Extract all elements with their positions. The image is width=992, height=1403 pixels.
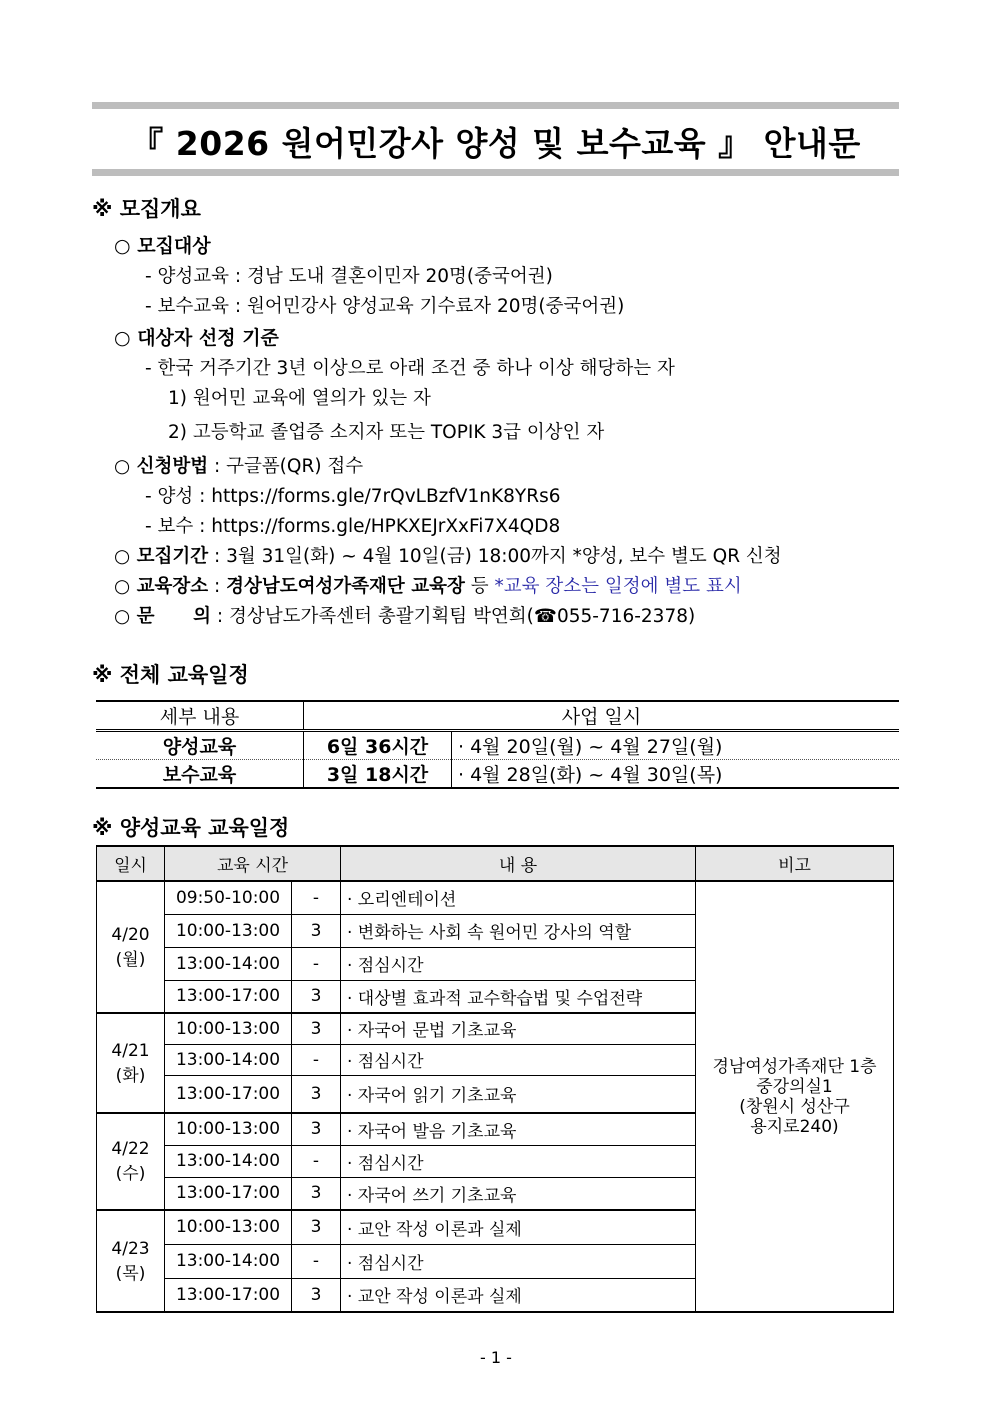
contact-value: : 경상남도가족센터 총괄기획팀 박연희(☎055-716-2378) xyxy=(210,606,696,627)
day-cell xyxy=(97,881,165,1013)
time-cell: 13:00-17:00 xyxy=(165,1075,292,1113)
program-duration: 6일 36시간 xyxy=(304,731,452,760)
section-recruitment-heading: ※ 모집개요 xyxy=(92,197,201,221)
target-line-2: - 보수교육 : 원어민강사 양성교육 기수료자 20명(중국어권) xyxy=(145,296,625,317)
title-top-rule xyxy=(92,102,899,109)
hours-cell: 3 xyxy=(292,1278,341,1312)
training-schedule-table xyxy=(96,845,894,1313)
apply-value: : 구글폼(QR) 접수 xyxy=(208,456,364,477)
time-cell: 13:00-17:00 xyxy=(165,980,292,1013)
period-label: ○ 모집기간 xyxy=(114,546,209,567)
program-name: 양성교육 xyxy=(96,731,304,760)
criteria-heading: ○ 대상자 선정 기준 xyxy=(114,327,279,349)
time-cell: 10:00-13:00 xyxy=(165,1013,292,1044)
table-row xyxy=(97,881,894,914)
content-cell: · 자국어 문법 기초교육 xyxy=(341,1013,696,1044)
day-cell xyxy=(97,1113,165,1210)
place-mid: 등 xyxy=(464,576,495,597)
target-heading: ○ 모집대상 xyxy=(114,235,211,257)
time-cell: 13:00-14:00 xyxy=(165,1145,292,1177)
content-cell: · 자국어 쓰기 기초교육 xyxy=(341,1177,696,1210)
day-dow: (수) xyxy=(115,1164,146,1184)
apply-label: ○ 신청방법 xyxy=(114,456,209,477)
criteria-line-2: 1) 원어민 교육에 열의가 있는 자 xyxy=(168,388,431,409)
hours-cell: 3 xyxy=(292,980,341,1013)
title-bottom-rule xyxy=(92,169,899,176)
place-value: 경상남도여성가족재단 교육장 xyxy=(226,576,465,597)
program-dates: · 4월 28일(화) ~ 4월 30일(목) xyxy=(458,764,723,786)
education-place xyxy=(114,572,742,598)
note-line: (창원시 성산구 xyxy=(739,1096,850,1117)
day-cell xyxy=(97,1210,165,1312)
page-number: - 1 - xyxy=(480,1348,512,1367)
content-cell: · 변화하는 사회 속 원어민 강사의 역할 xyxy=(341,914,696,947)
recruit-period xyxy=(114,542,782,568)
day-cell xyxy=(97,1013,165,1113)
title-banner xyxy=(92,102,899,176)
hours-cell: - xyxy=(292,947,341,980)
time-cell: 10:00-13:00 xyxy=(165,1210,292,1244)
table-row xyxy=(96,760,899,789)
content-cell: · 점심시간 xyxy=(341,1145,696,1177)
content-cell: · 점심시간 xyxy=(341,1044,696,1075)
day-dow: (목) xyxy=(115,1263,146,1284)
criteria-line-1: - 한국 거주기간 3년 이상으로 아래 조건 중 하나 이상 해당하는 자 xyxy=(145,358,675,379)
hours-cell: - xyxy=(292,1044,341,1075)
content-cell: · 오리엔테이션 xyxy=(341,881,696,914)
hours-cell: 3 xyxy=(292,1177,341,1210)
program-dates: · 4월 20일(월) ~ 4월 27일(월) xyxy=(458,736,723,758)
day-dow: (월) xyxy=(115,949,146,970)
overall-schedule-table xyxy=(96,700,899,789)
col-date: 사업 일시 xyxy=(304,701,900,731)
note-line: 중강의실1 xyxy=(756,1076,833,1097)
section-training-schedule-heading: ※ 양성교육 교육일정 xyxy=(92,816,290,840)
contact-label: ○ 문 의 xyxy=(114,606,211,627)
target-line-1: - 양성교육 : 경남 도내 결혼이민자 20명(중국어권) xyxy=(145,266,553,287)
note-cell xyxy=(696,881,894,1312)
col-time: 교육 시간 xyxy=(165,846,341,881)
col-note: 비고 xyxy=(696,846,894,881)
time-cell: 13:00-14:00 xyxy=(165,1244,292,1278)
content-cell: · 대상별 효과적 교수학습법 및 수업전략 xyxy=(341,980,696,1013)
content-cell: · 점심시간 xyxy=(341,1244,696,1278)
contact xyxy=(114,602,695,628)
content-cell: · 교안 작성 이론과 실제 xyxy=(341,1278,696,1312)
table-row xyxy=(96,731,899,760)
col-content: 내 용 xyxy=(341,846,696,881)
period-value: : 3월 31일(화) ~ 4월 10일(금) 18:00까지 *양성, 보수 별도 QR 신청 xyxy=(208,546,782,567)
program-duration: 3일 18시간 xyxy=(304,760,452,789)
hours-cell: 3 xyxy=(292,1075,341,1113)
criteria-line-3: 2) 고등학교 졸업증 소지자 또는 TOPIK 3급 이상인 자 xyxy=(168,422,605,443)
apply-method xyxy=(114,452,363,478)
time-cell: 10:00-13:00 xyxy=(165,1113,292,1145)
content-cell: · 자국어 발음 기초교육 xyxy=(341,1113,696,1145)
section-overall-schedule-heading: ※ 전체 교육일정 xyxy=(92,663,249,687)
col-day: 일시 xyxy=(97,846,165,881)
hours-cell: 3 xyxy=(292,1013,341,1044)
hours-cell: 3 xyxy=(292,1210,341,1244)
time-cell: 13:00-14:00 xyxy=(165,1044,292,1075)
day-dow: (화) xyxy=(115,1065,146,1086)
day-date: 4/21 xyxy=(111,1040,150,1061)
hours-cell: - xyxy=(292,881,341,914)
day-date: 4/20 xyxy=(111,924,150,945)
note-line: 용지로240) xyxy=(750,1116,839,1137)
place-sep: : xyxy=(208,576,227,597)
place-label: ○ 교육장소 xyxy=(114,576,209,597)
hours-cell: - xyxy=(292,1244,341,1278)
time-cell: 13:00-17:00 xyxy=(165,1278,292,1312)
content-cell: · 점심시간 xyxy=(341,947,696,980)
hours-cell: 3 xyxy=(292,1113,341,1145)
apply-link-training[interactable]: - 양성 : https://forms.gle/7rQvLBzfV1nK8YRs6 xyxy=(145,486,561,507)
time-cell: 13:00-14:00 xyxy=(165,947,292,980)
time-cell: 13:00-17:00 xyxy=(165,1177,292,1210)
day-date: 4/23 xyxy=(111,1238,150,1259)
col-detail: 세부 내용 xyxy=(96,701,304,731)
content-cell: · 교안 작성 이론과 실제 xyxy=(341,1210,696,1244)
program-name: 보수교육 xyxy=(96,760,304,789)
day-date: 4/22 xyxy=(111,1139,150,1159)
time-cell: 10:00-13:00 xyxy=(165,914,292,947)
hours-cell: 3 xyxy=(292,914,341,947)
content-cell: · 자국어 읽기 기초교육 xyxy=(341,1075,696,1113)
time-cell: 09:50-10:00 xyxy=(165,881,292,914)
apply-link-refresher[interactable]: - 보수 : https://forms.gle/HPKXEJrXxFi7X4QD8 xyxy=(145,516,561,537)
hours-cell: - xyxy=(292,1145,341,1177)
place-note: *교육 장소는 일정에 별도 표시 xyxy=(494,576,742,597)
note-line: 경남여성가족재단 1층 xyxy=(712,1056,877,1077)
page-title: 『 2026 원어민강사 양성 및 보수교육 』 안내문 xyxy=(130,124,861,163)
